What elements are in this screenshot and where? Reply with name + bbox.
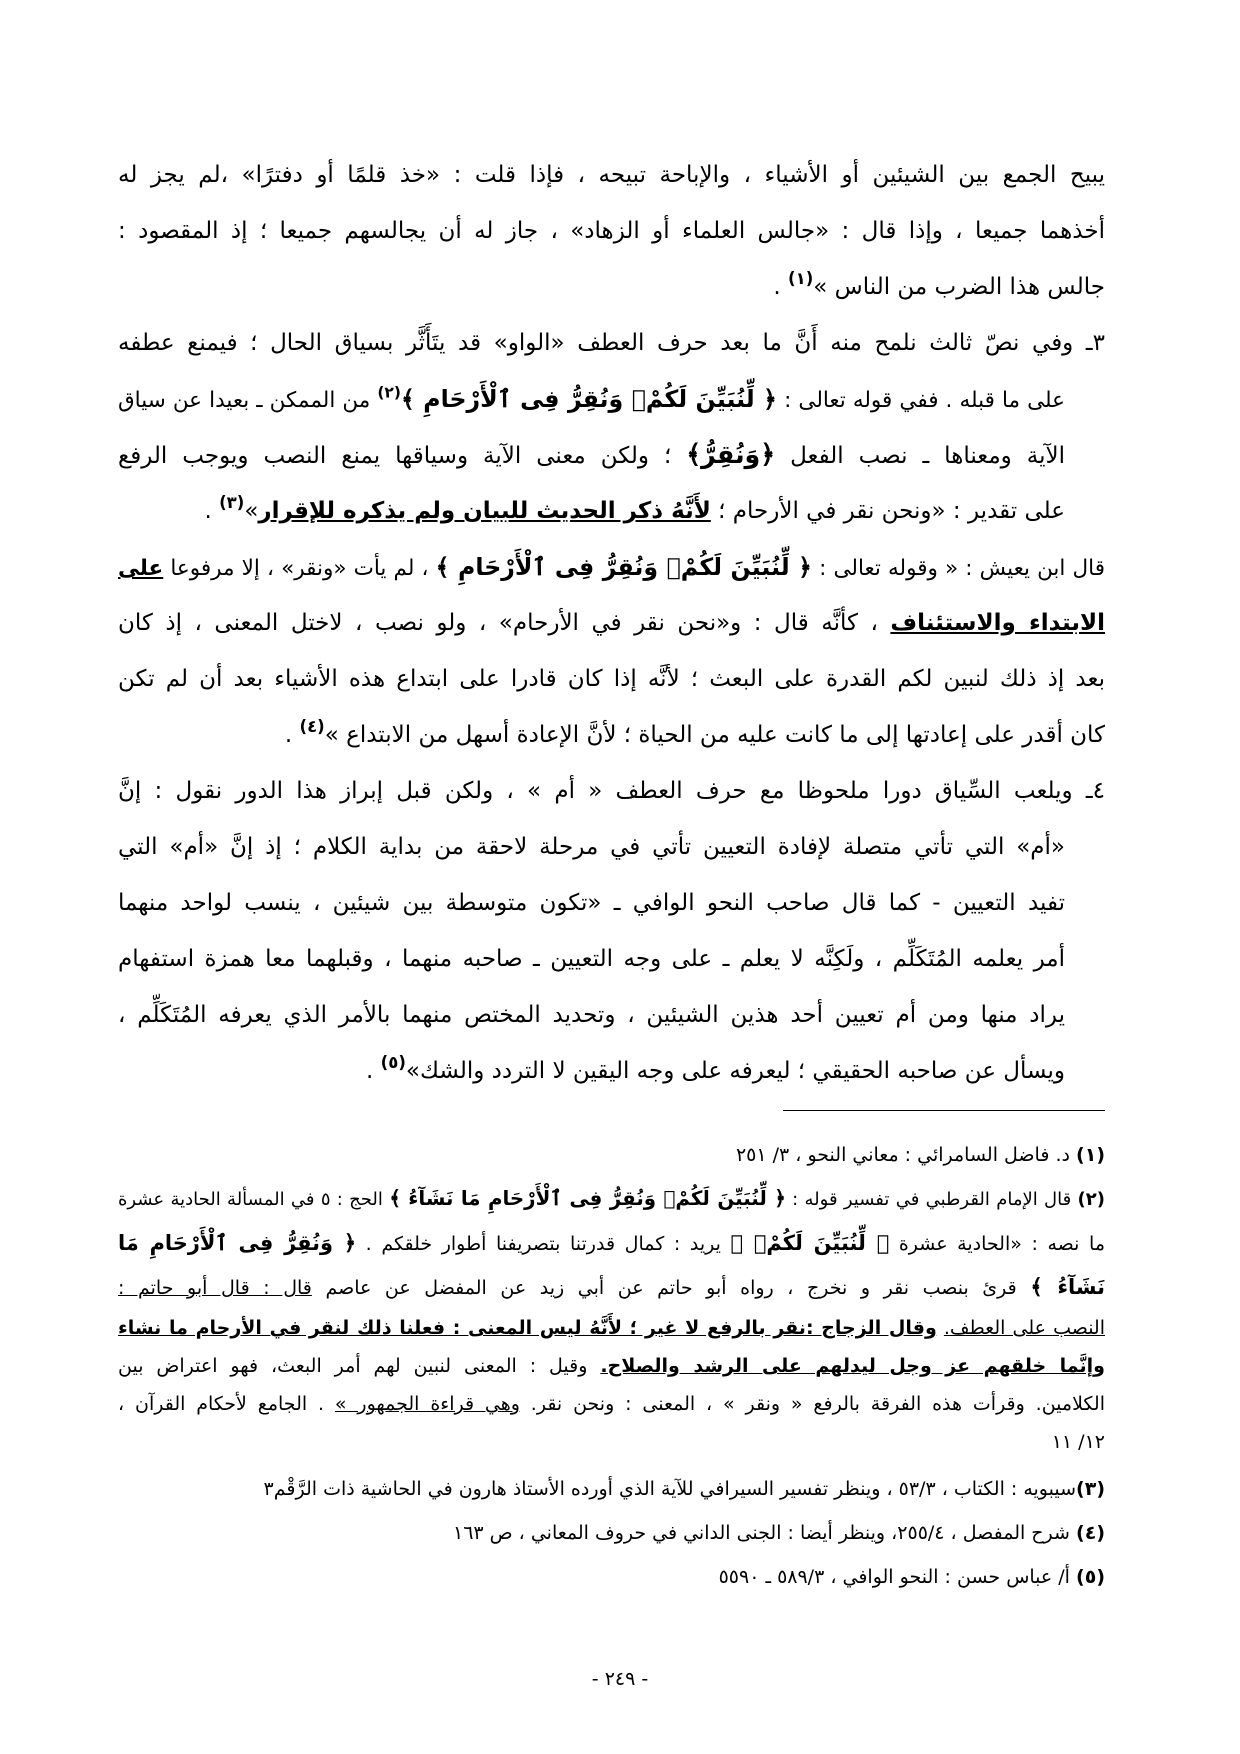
body-text: يراد منها ومن أم تعيين أحد هذين الشيئين ، وتحديد المختص منهما بالأمر الذي يعرفه المُتَكَلِّم ، (118, 1002, 1065, 1028)
quran-verse: ﴿ لِّنُبَيِّنَ لَكُمْۚ ﴾ (730, 1231, 890, 1255)
body-line (118, 875, 1105, 931)
body-text: ٤ـ ويلعب السِّياق دورا ملحوظا مع حرف العطف « أم » ، ولكن قبل إبراز هذا الدور نقول : إنَّ (118, 778, 1105, 804)
footnote-number: (٤) (1076, 1522, 1105, 1544)
footnote-text: يريد : كمال قدرتنا بتصريفنا أطوار خلقكم . (356, 1233, 731, 1255)
footnote-line (118, 1133, 1105, 1177)
underlined-text: قال : قال أبو حاتم : (118, 1277, 312, 1299)
quran-verse: ﴿ لِّنُبَيِّنَ لَكُمْۚ وَنُقِرُّ فِى ٱلْأَرْحَامِ مَا نَشَآءُ ﴾ (389, 1187, 786, 1210)
footnote-ref-marker: (١) (788, 269, 814, 289)
body-line (118, 483, 1105, 539)
footnote-text: . الجامع لأحكام القرآن ، (118, 1393, 335, 1415)
footnote-text: ١٢/ ١١ (1051, 1431, 1105, 1453)
body-line (118, 707, 1105, 763)
body-line (118, 427, 1105, 483)
footnote-text: الحج : ٥ في المسألة الحادية عشرة (118, 1189, 390, 1210)
footnote-number: (٢) (1077, 1189, 1105, 1210)
footnote-number: (٥) (1076, 1566, 1105, 1588)
quran-verse: نَشَآءُ ﴾ (1030, 1275, 1105, 1299)
body-text: . (773, 274, 789, 300)
body-line (118, 315, 1105, 371)
footnote-line (118, 1511, 1105, 1555)
body-text: كان أقدر على إعادتها إلى ما كانت عليه من الحياة ؛ لأنَّ الإعادة أسهل من الابتداع » (324, 722, 1105, 748)
footnote-line (118, 1221, 1105, 1265)
body-text: قال ابن يعيش : « وقوله تعالى : (811, 556, 1105, 581)
footnote-text: أ/ عباس حسن : النحو الوافي ، ٥٨٩/٣ ـ ٥٥٩٠ (718, 1566, 1077, 1588)
body-text: تفيد التعيين - كما قال صاحب النحو الوافي ـ «تكون متوسطة بين شيئين ، ينسب لواحد منهما (118, 890, 1065, 916)
body-text: بعد إذ ذلك لنبين لكم القدرة على البعث ؛ لأنَّه إذا كان قادرا على ابتداع هذه الأشياء بعد أن لم تكن (118, 666, 1105, 692)
page-number: - ٢٤٩ - (591, 1668, 649, 1690)
body-text: . (204, 498, 220, 524)
footnote-line (118, 1385, 1105, 1423)
footnote-text: شرح المفصل ، ٢٥٥/٤، وينظر أيضا : الجنى الداني في حروف المعاني ، ص ١٦٣ (452, 1522, 1077, 1544)
quran-verse: ﴿وَنُقِرُّ﴾ (686, 440, 776, 469)
footnote-line (118, 1347, 1105, 1385)
body-text: ٣ـ وفي نصّ ثالث نلمح منه أَنَّ ما بعد حرف العطف «الواو» قد يتَأَثَّر بسياق الحال ؛ فيمنع عطفه (118, 330, 1105, 356)
body-text: على تقدير : «ونحن نقر في الأرحام ؛ (710, 498, 1065, 524)
body-line (118, 651, 1105, 707)
footnote-number: (٣) (1076, 1478, 1105, 1500)
footnote-text: قرئ بنصب نقر و نخرج ، رواه أبو حاتم عن أبي زيد عن المفضل عن عاصم (311, 1277, 1031, 1299)
body-line (118, 763, 1105, 819)
body-text: . (284, 722, 300, 748)
body-line (118, 203, 1105, 259)
body-line (118, 1043, 1105, 1099)
body-text: . (366, 1058, 381, 1084)
quran-verse: ﴿ وَنُقِرُّ فِى ٱلْأَرْحَامِ مَا (118, 1231, 357, 1255)
body-text: ؛ ولكن معنى الآية وسياقها يمنع النصب ويوجب الرفع (118, 443, 687, 469)
footnote-text: قال الإمام القرطبي في تفسير قوله : (785, 1189, 1078, 1210)
footnote-separator (783, 1110, 1105, 1111)
footnote-text: سيبويه : الكتاب ، ٥٣/٣ ، وينظر تفسير السيرافي للآية الذي أورده الأستاذ هارون في الحاشية ذات الرَّقْم٣ (263, 1478, 1077, 1500)
underlined-text: وهي قراءة الجمهور » (334, 1393, 520, 1415)
footnote-ref-marker: (٣) (219, 493, 245, 513)
footnote-text: د. فاضل السامرائي : معاني النحو ، ٣/ ٢٥١ (735, 1144, 1077, 1166)
quran-verse: ﴿ لِّنُبَيِّنَ لَكُمْۚ وَنُقِرُّ فِى ٱلْأَرْحَامِ ﴾ (435, 553, 812, 581)
footnote-line (118, 1265, 1105, 1309)
footnote-line (118, 1467, 1105, 1511)
body-line (118, 259, 1105, 315)
bold-underlined-text: الابتداء والاستئناف (890, 610, 1105, 636)
bold-underlined-text: لأَنَّهُ ذكر الحديث للبيان ولم يذكره للإقرار (258, 498, 711, 524)
body-text: » (244, 498, 259, 524)
footnote-line (118, 1177, 1105, 1221)
body-line (118, 987, 1105, 1043)
footnote-line (118, 1555, 1105, 1599)
body-text: ، لم يأت «ونقر» ، إلا مرفوعا (163, 556, 436, 581)
footnote-number: (١) (1076, 1144, 1105, 1166)
footnote-text: الكلامين. وقرأت هذه الفرقة بالرفع « ونقر » ، المعنى : ونحن نقر. (519, 1393, 1105, 1415)
footnote-ref-marker: (٥) (380, 1053, 406, 1073)
footnote-line (118, 1309, 1105, 1347)
body-text: ، كأنَّه قال : و«نحن نقر في الأرحام» ، ولو نصب ، لاختل المعنى ، إذ كان (118, 610, 891, 636)
body-line (118, 819, 1105, 875)
quran-verse: ﴿ لِّنُبَيِّنَ لَكُمْۚ وَنُقِرُّ فِى ٱلْأَرْحَامِ ﴾ (400, 385, 777, 413)
underlined-text: النصب على العطف. (943, 1317, 1105, 1339)
body-line (118, 595, 1105, 651)
footnotes (118, 1133, 1105, 1599)
body-line (118, 371, 1105, 427)
body-text: على ما قبله . ففي قوله تعالى : (776, 388, 1065, 413)
body-line (118, 539, 1105, 595)
bold-underlined-text: وقال الزجاج :نقر بالرفع لا غير ؛ لأَنَّهُ ليس المعنى : فعلنا ذلك لنقر في الأرحام ما نشاء (118, 1317, 937, 1339)
footnote-text: ما نصه : «الحادية عشرة (889, 1233, 1105, 1255)
body-text: يبيح الجمع بين الشيئين أو الأشياء ، والإباحة تبيحه ، فإذا قلت : «خذ قلمًا أو دفترًا» ،لم يجز له (118, 162, 1105, 188)
footnote-ref-marker: (٢) (377, 383, 401, 402)
body-text: أمر يعلمه المُتَكَلِّم ، ولَكِنَّه لا يعلم ـ على وجه التعيين ـ صاحبه منهما ، وقبلهما معا همزة استفهام (118, 946, 1065, 972)
body-text: أخذهما جميعا ، وإذا قال : «جالس العلماء أو الزهاد» ، جاز له أن يجالسهم جميعا ؛ إذ المقصود : (118, 218, 1105, 244)
body-text: الآية ومعناها ـ نصب الفعل (775, 443, 1065, 469)
footnote-ref-marker: (٤) (299, 717, 325, 737)
body-text: جالس هذا الضرب من الناس » (813, 274, 1105, 300)
body-text: ويسأل عن صاحبه الحقيقي ؛ ليعرفه على وجه اليقين لا التردد والشك» (405, 1058, 1065, 1084)
body-line (118, 931, 1105, 987)
body-text: «أم» التي تأتي متصلة لإفادة التعيين تأتي في مرحلة لاحقة من بداية الكلام ؛ إذ إنَّ «أم» التي (118, 834, 1065, 860)
main-text (118, 147, 1105, 1099)
footnote-text: وقيل : المعنى لنبين لهم أمر البعث، فهو اعتراض بين (118, 1355, 601, 1377)
footnote-line (118, 1423, 1105, 1461)
bold-underlined-text: على (118, 556, 164, 581)
body-line (118, 147, 1105, 203)
bold-underlined-text: وإنَّما خلقهم عز وجل ليدلهم على الرشد والصلاح. (600, 1355, 1105, 1377)
body-text: من الممكن ـ بعيدا عن سياق (118, 388, 378, 413)
